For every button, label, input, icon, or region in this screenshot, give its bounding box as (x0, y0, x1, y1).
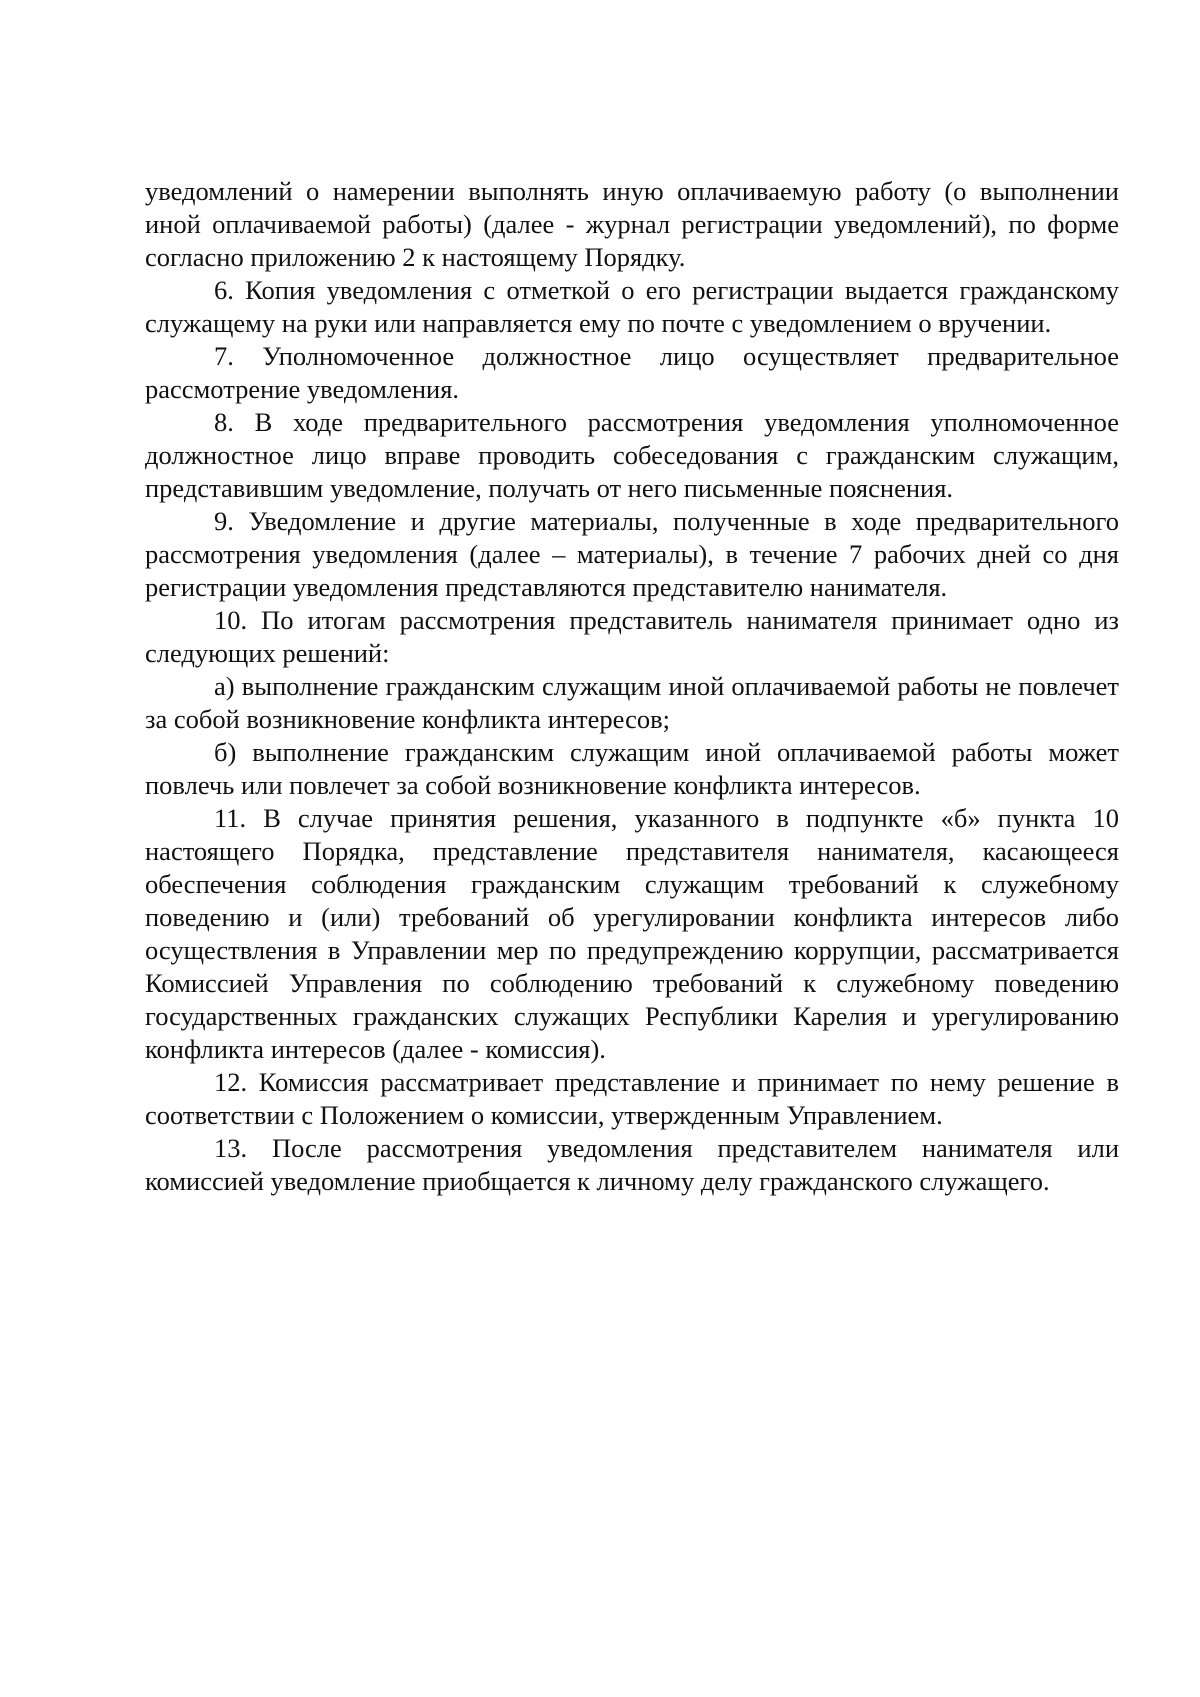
paragraph-item-13: 13. После рассмотрения уведомления представителем нанимателя или комиссией уведомление приобщается к личному делу гражданского служащего. (145, 1133, 1119, 1196)
paragraph-item-12: 12. Комиссия рассматривает представление и принимает по нему решение в соответствии с Положением о комиссии, утвержденным Управлением. (145, 1067, 1119, 1130)
paragraph-subitem-b: б) выполнение гражданским служащим иной оплачиваемой работы может повлечь или повлечет за собой возникновение конфликта интересов. (145, 737, 1119, 800)
document-page (145, 175, 1119, 1198)
paragraph-continuation: уведомлений о намерении выполнять иную оплачиваемую работу (о выполнении иной оплачиваемой работы) (далее - журнал регистрации уведомлений), по форме согласно приложению 2 к настоящему Порядку. (145, 176, 1119, 272)
paragraph-item-6: 6. Копия уведомления с отметкой о его регистрации выдается гражданскому служащему на руки или направляется ему по почте с уведомлением о вручении. (145, 275, 1119, 338)
paragraph-item-7: 7. Уполномоченное должностное лицо осуществляет предварительное рассмотрение уведомления. (145, 341, 1119, 404)
paragraph-subitem-a: а) выполнение гражданским служащим иной оплачиваемой работы не повлечет за собой возникновение конфликта интересов; (145, 671, 1119, 734)
paragraph-item-8: 8. В ходе предварительного рассмотрения уведомления уполномоченное должностное лицо вправе проводить собеседования с гражданским служащим, представившим уведомление, получать от него письменные пояснения. (145, 407, 1119, 503)
paragraph-item-9: 9. Уведомление и другие материалы, полученные в ходе предварительного рассмотрения уведомления (далее – материалы), в течение 7 рабочих дней со дня регистрации уведомления представляются представителю нанимателя. (145, 506, 1119, 602)
paragraph-item-11: 11. В случае принятия решения, указанного в подпункте «б» пункта 10 настоящего Порядка, представление представителя нанимателя, касающееся обеспечения соблюдения гражданским служащим требований к служебному поведению и (или) требований об урегулировании конфликта интересов либо осуществления в Управлении мер по предупреждению коррупции, рассматривается Комиссией Управления по соблюдению требований к служебному поведению государственных гражданских служащих Республики Карелия и урегулированию конфликта интересов (далее - комиссия). (145, 803, 1119, 1064)
paragraph-item-10: 10. По итогам рассмотрения представитель нанимателя принимает одно из следующих решений: (145, 605, 1119, 668)
